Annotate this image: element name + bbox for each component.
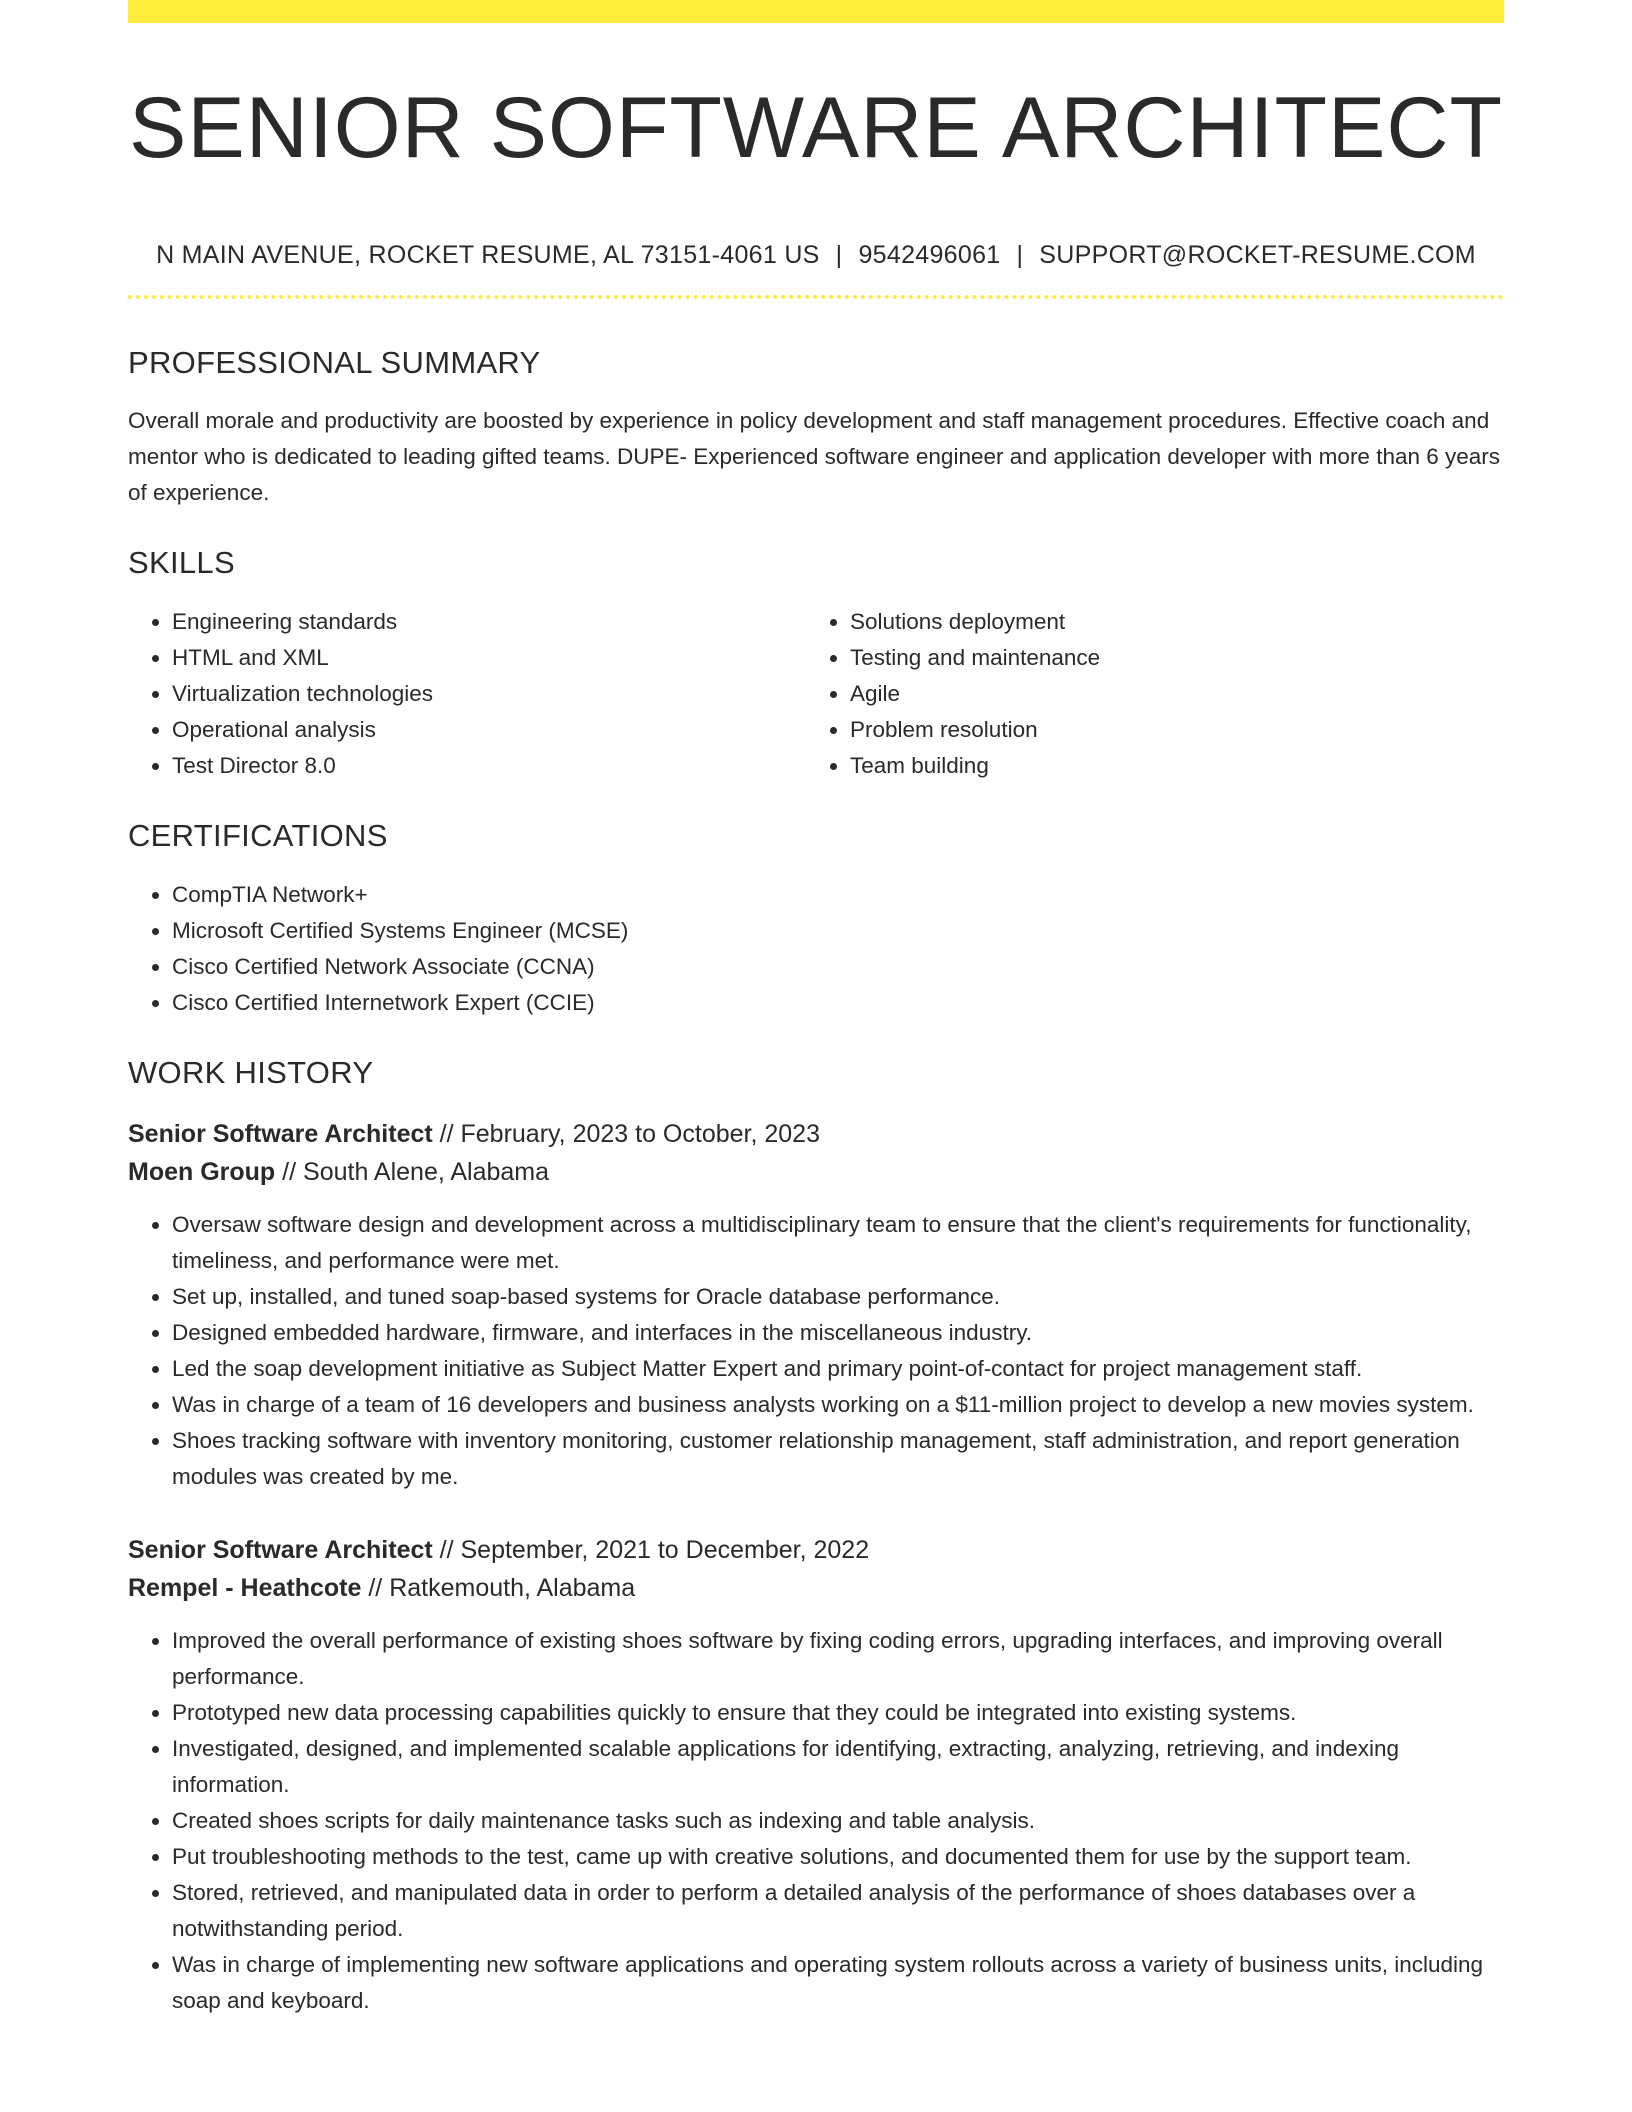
skill-item: • Engineering standards: [172, 604, 806, 640]
job-dates: September, 2021 to December, 2022: [460, 1536, 870, 1564]
job-separator: //: [432, 1536, 461, 1564]
skill-item: • Agile: [850, 676, 1484, 712]
certification-item: • CompTIA Network+: [172, 877, 1504, 913]
job-bullet: • Investigated, designed, and implemented scalable applications for identifying, extracting, analyzing, retrieving, and indexing information.: [172, 1731, 1504, 1803]
certification-item: • Microsoft Certified Systems Engineer (MCSE): [172, 913, 1504, 949]
job-bullets: [128, 1623, 1504, 2019]
skills-list-right: [806, 604, 1484, 784]
section-title-certifications: CERTIFICATIONS: [128, 818, 388, 853]
accent-top-bar: [128, 0, 1504, 23]
section-title-summary: PROFESSIONAL SUMMARY: [128, 345, 541, 380]
section-title-work-history: WORK HISTORY: [128, 1055, 374, 1090]
job-dates: February, 2023 to October, 2023: [460, 1120, 820, 1148]
skills-column-right: [806, 604, 1484, 784]
skill-item: • Testing and maintenance: [850, 640, 1484, 676]
section-title-skills: SKILLS: [128, 545, 235, 580]
job-company-line: [128, 1153, 1504, 1191]
job-role: Senior Software Architect: [128, 1120, 433, 1148]
dotted-divider: [128, 295, 1504, 299]
job-company-line: [128, 1569, 1504, 1607]
skill-item: • HTML and XML: [172, 640, 806, 676]
skill-item: • Team building: [850, 748, 1484, 784]
job-company: Moen Group: [128, 1158, 276, 1186]
job-role: Senior Software Architect: [128, 1536, 433, 1564]
job-location: South Alene, Alabama: [303, 1158, 550, 1186]
skills-list-left: [128, 604, 806, 784]
job-bullet: • Was in charge of implementing new software applications and operating system rollouts across a variety of business units, including soap and keyboard.: [172, 1947, 1504, 2019]
job-bullet: • Shoes tracking software with inventory monitoring, customer relationship management, staff administration, and report generation modules was created by me.: [172, 1423, 1504, 1495]
job-separator: //: [432, 1120, 461, 1148]
job-bullet: • Oversaw software design and development across a multidisciplinary team to ensure that the client's requirements for functionality, timeliness, and performance were met.: [172, 1207, 1504, 1279]
job-bullet: • Improved the overall performance of existing shoes software by fixing coding errors, upgrading interfaces, and improving overall performance.: [172, 1623, 1504, 1695]
job-company: Rempel - Heathcote: [128, 1574, 362, 1602]
job-bullet: • Put troubleshooting methods to the test, came up with creative solutions, and documented them for use by the support team.: [172, 1839, 1504, 1875]
skill-item: • Test Director 8.0: [172, 748, 806, 784]
skill-item: • Operational analysis: [172, 712, 806, 748]
job-entry: [128, 1115, 1504, 1495]
job-bullets: [128, 1207, 1504, 1495]
certifications-list: [128, 877, 1504, 1021]
contact-separator: |: [835, 241, 843, 269]
job-bullet: • Designed embedded hardware, firmware, and interfaces in the miscellaneous industry.: [172, 1315, 1504, 1351]
contact-line: [128, 239, 1504, 271]
certification-item: • Cisco Certified Internetwork Expert (CCIE): [172, 985, 1504, 1021]
job-bullet: • Prototyped new data processing capabilities quickly to ensure that they could be integrated into existing systems.: [172, 1695, 1504, 1731]
skills-grid: [128, 604, 1504, 784]
summary-text: Overall morale and productivity are boosted by experience in policy development and staff management procedures. Effective coach and mentor who is dedicated to leading gifted teams. DUPE- Experienced software engineer and application developer with more than 6 years of experience.: [128, 408, 1501, 505]
resume-name: SENIOR SOFTWARE ARCHITECT: [129, 80, 1503, 176]
job-entry: [128, 1531, 1504, 2019]
contact-separator: |: [1016, 241, 1024, 269]
contact-email: SUPPORT@ROCKET-RESUME.COM: [1039, 241, 1476, 269]
job-separator: //: [361, 1574, 390, 1602]
resume-page: [128, 0, 1504, 2019]
contact-phone: 9542496061: [858, 241, 1001, 269]
job-role-line: [128, 1115, 1504, 1153]
contact-address: N MAIN AVENUE, ROCKET RESUME, AL 73151-4061 US: [156, 241, 820, 269]
job-role-line: [128, 1531, 1504, 1569]
job-bullet: • Set up, installed, and tuned soap-based systems for Oracle database performance.: [172, 1279, 1504, 1315]
job-bullet: • Led the soap development initiative as Subject Matter Expert and primary point-of-contact for project management staff.: [172, 1351, 1504, 1387]
certification-item: • Cisco Certified Network Associate (CCNA): [172, 949, 1504, 985]
skill-item: • Virtualization technologies: [172, 676, 806, 712]
job-location: Ratkemouth, Alabama: [389, 1574, 636, 1602]
job-bullet: • Created shoes scripts for daily maintenance tasks such as indexing and table analysis.: [172, 1803, 1504, 1839]
job-bullet: • Was in charge of a team of 16 developers and business analysts working on a $11-million project to develop a new movies system.: [172, 1387, 1504, 1423]
job-bullet: • Stored, retrieved, and manipulated data in order to perform a detailed analysis of the performance of shoes databases over a notwithstanding period.: [172, 1875, 1504, 1947]
job-separator: //: [275, 1158, 304, 1186]
skill-item: • Solutions deployment: [850, 604, 1484, 640]
skills-column-left: [128, 604, 806, 784]
skill-item: • Problem resolution: [850, 712, 1484, 748]
